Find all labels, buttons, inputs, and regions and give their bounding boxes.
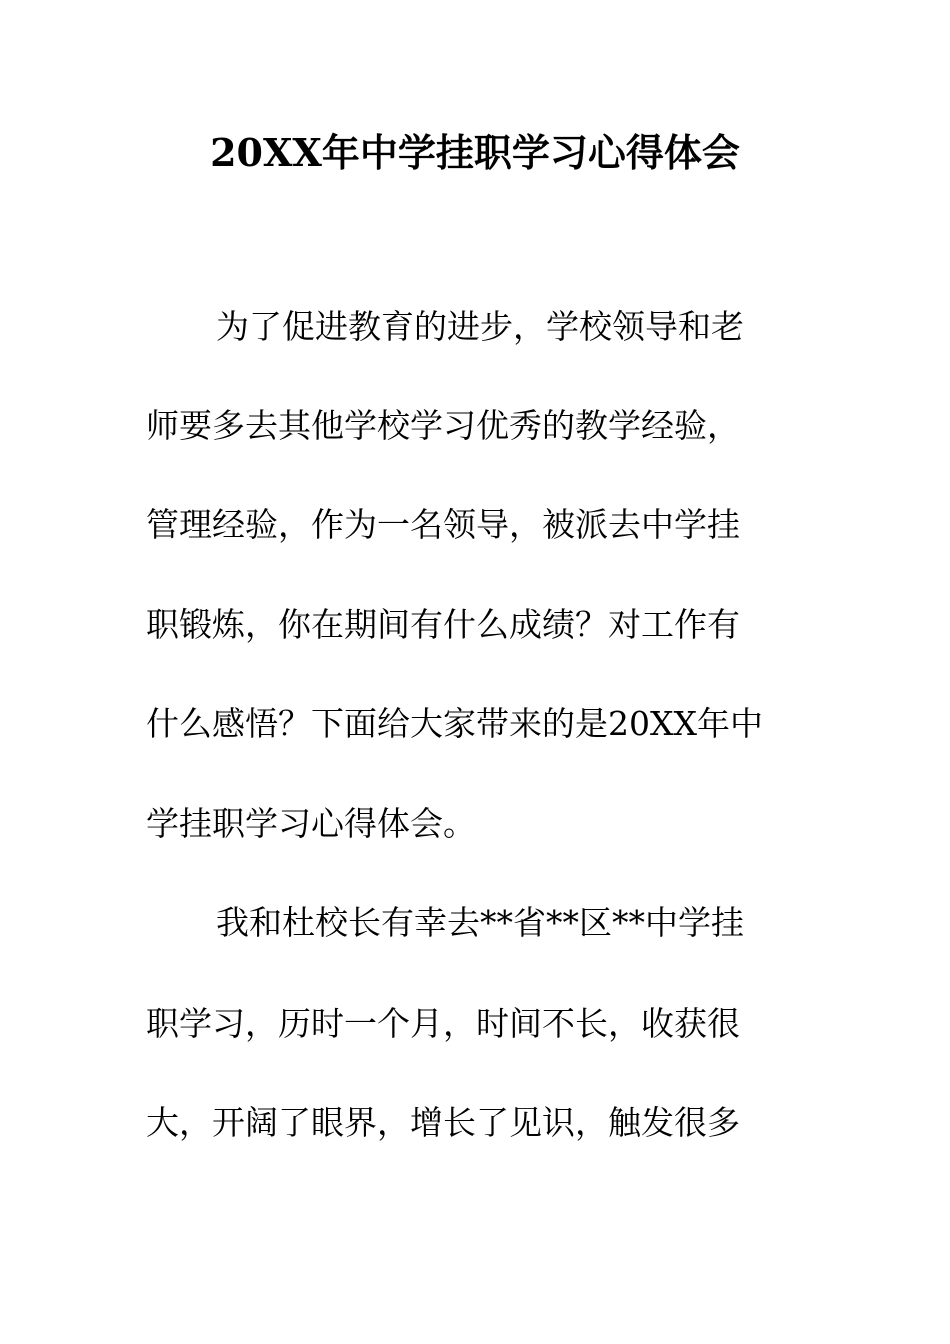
- paragraph-1-line-3: 管理经验，作为一名领导，被派去中学挂: [146, 505, 740, 544]
- paragraph-1-line-2: 师要多去其他学校学习优秀的教学经验，: [146, 406, 740, 445]
- paragraph-2-line-2: 职学习，历时一个月，时间不长，收获很: [146, 1004, 740, 1043]
- document-title: 20XX年中学挂职学习心得体会: [210, 130, 740, 175]
- paragraph-1-line-1: 为了促进教育的进步，学校领导和老: [216, 307, 744, 346]
- paragraph-1-line-5: 什么感悟？下面给大家带来的是20XX年中: [146, 704, 763, 743]
- paragraph-1-line-6: 学挂职学习心得体会。: [146, 804, 476, 843]
- paragraph-1-line-4: 职锻炼，你在期间有什么成绩？对工作有: [146, 605, 740, 644]
- paragraph-2-line-1: 我和杜校长有幸去**省**区**中学挂: [216, 903, 744, 942]
- paragraph-2-line-3: 大，开阔了眼界，增长了见识，触发很多: [146, 1103, 740, 1142]
